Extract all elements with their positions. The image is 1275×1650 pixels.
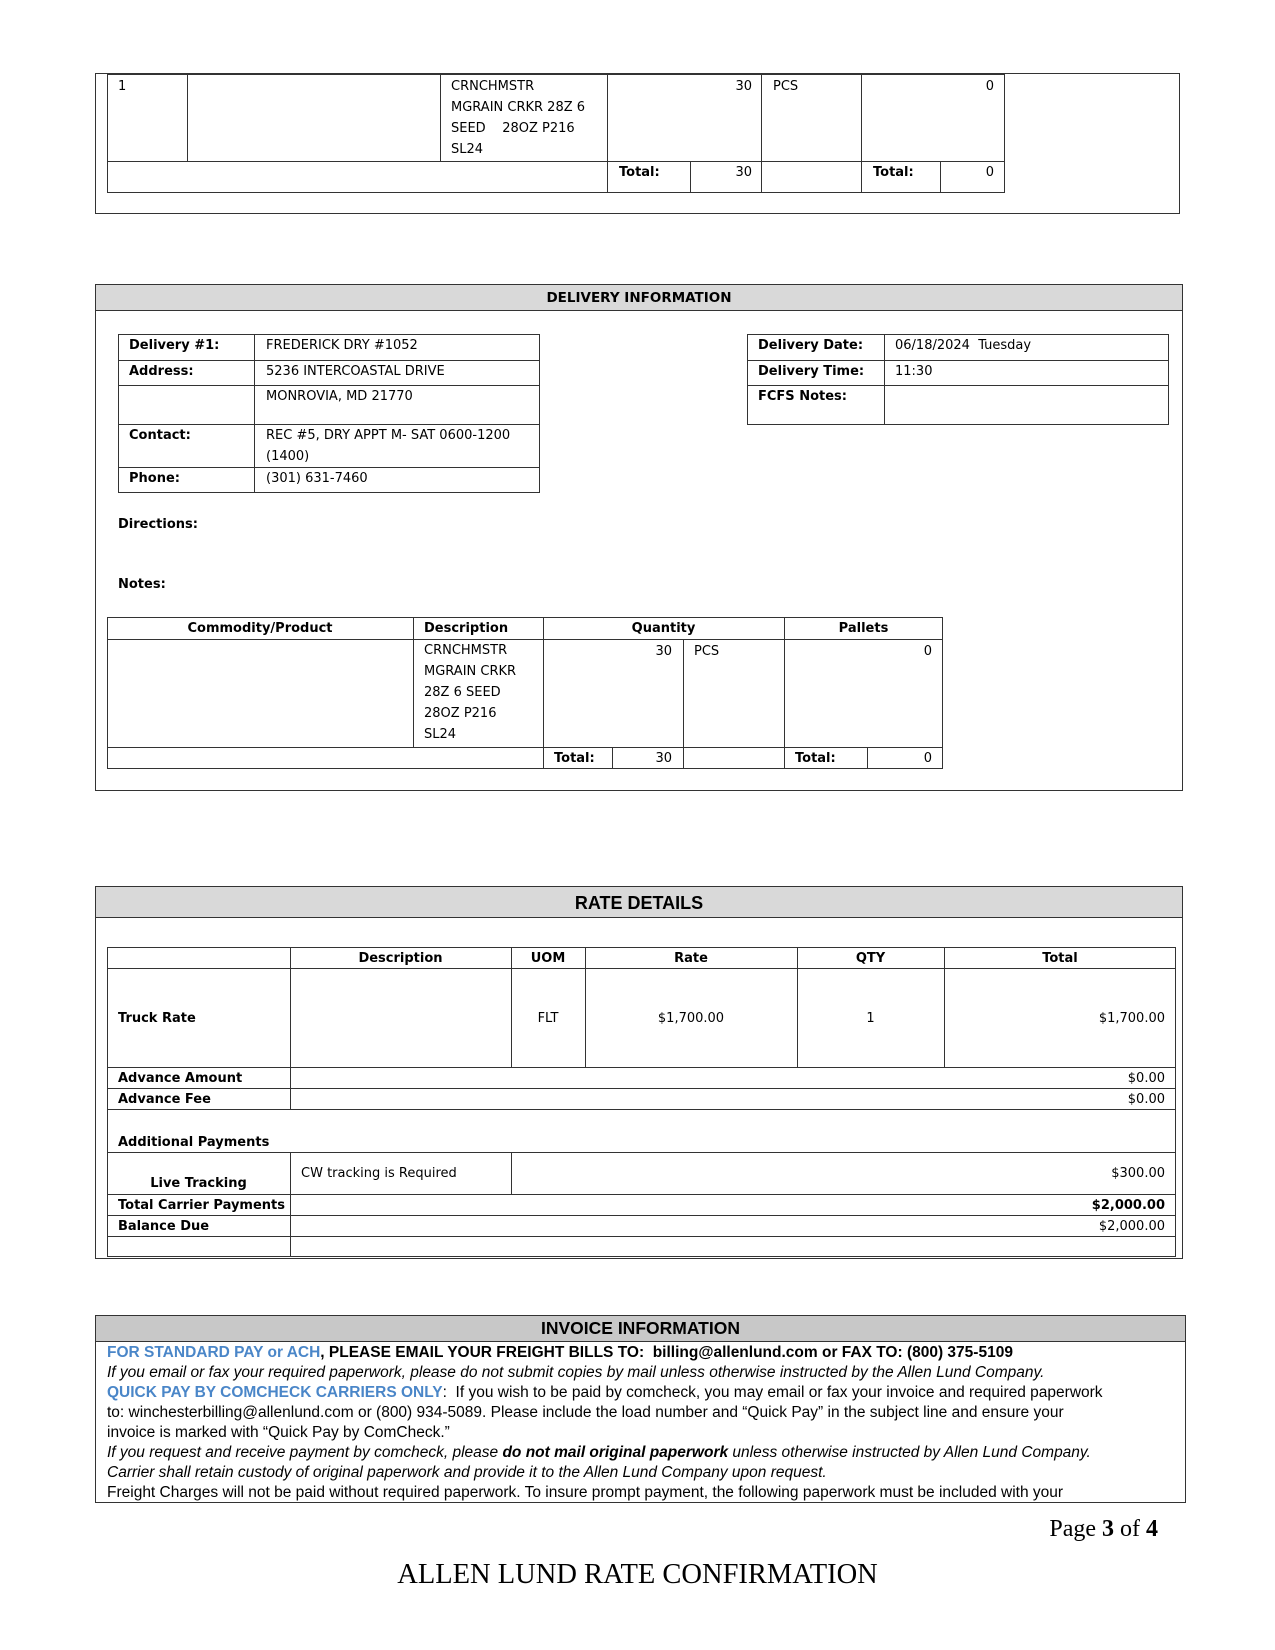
balance-due-label: Balance Due — [118, 1219, 210, 1234]
comcheck-note-emphasis: do not mail original paperwork — [502, 1444, 729, 1461]
top-total-label: Total: — [619, 165, 660, 180]
truck-rate-label: Truck Rate — [118, 1011, 196, 1026]
delivery-number-label: Delivery #1: — [129, 338, 220, 353]
page-current: 3 — [1102, 1516, 1114, 1542]
top-line-number: 1 — [118, 79, 127, 94]
live-tracking-label: Live Tracking — [150, 1176, 247, 1191]
top-total-pallets: 0 — [985, 165, 994, 180]
commodity-description-line: MGRAIN CRKR — [424, 664, 517, 679]
invoice-line-6 — [107, 1443, 1091, 1464]
top-pallets: 0 — [985, 79, 994, 94]
balance-due-value: $2,000.00 — [1098, 1219, 1165, 1234]
advance-amount-value: $0.00 — [1127, 1071, 1165, 1086]
page-prefix: Page — [1049, 1516, 1102, 1542]
top-description — [451, 76, 585, 160]
commodity-total-quantity: 30 — [655, 751, 672, 766]
address-line-2: MONROVIA, MD 21770 — [266, 389, 413, 404]
quantity-header: Quantity — [631, 621, 696, 636]
advance-fee-label: Advance Fee — [118, 1092, 211, 1107]
top-description-line: SL24 — [451, 142, 484, 157]
advance-fee-value: $0.00 — [1127, 1092, 1165, 1107]
invoice-line-4: to: winchesterbilling@allenlund.com or (800) 934-5089. Please include the load number and “Quick Pay” in the subject line and ensure your — [107, 1404, 1064, 1421]
invoice-line-8: Freight Charges will not be paid without required paperwork. To insure prompt payment, the following paperwork must be included with your — [107, 1484, 1064, 1501]
delivery-name: FREDERICK DRY #1052 — [266, 338, 418, 353]
page-of: of — [1114, 1516, 1146, 1542]
commodity-description-line: SL24 — [424, 727, 457, 742]
delivery-time-label: Delivery Time: — [758, 364, 865, 379]
delivery-date-label: Delivery Date: — [758, 338, 864, 353]
commodity-total-label: Total: — [554, 751, 595, 766]
invoice-line-3 — [107, 1383, 1103, 1404]
top-quantity: 30 — [735, 79, 752, 94]
top-total-quantity: 30 — [735, 165, 752, 180]
commodity-description-line: 28Z 6 SEED — [424, 685, 501, 700]
top-description-line: MGRAIN CRKR 28Z 6 — [451, 100, 586, 115]
standard-pay-instructions: , PLEASE EMAIL YOUR FREIGHT BILLS TO: billing@allenlund.com or FAX TO: (800) 375-5109 — [320, 1344, 1013, 1361]
contact-line-1: REC #5, DRY APPT M- SAT 0600-1200 — [266, 428, 511, 443]
directions-label: Directions: — [118, 517, 198, 532]
invoice-header: INVOICE INFORMATION — [541, 1318, 740, 1338]
rate-header: RATE DETAILS — [574, 893, 704, 913]
standard-pay-heading: FOR STANDARD PAY or ACH — [107, 1344, 321, 1361]
total-carrier-label: Total Carrier Payments — [118, 1198, 285, 1213]
pallets-header: Pallets — [838, 621, 889, 636]
truck-rate-qty: 1 — [866, 1011, 875, 1026]
quick-pay-heading: QUICK PAY BY COMCHECK CARRIERS ONLY — [107, 1384, 443, 1401]
commodity-total-pallets: 0 — [923, 751, 932, 766]
truck-rate-uom: FLT — [537, 1011, 559, 1026]
rate-total-header: Total — [1042, 951, 1078, 966]
page-total: 4 — [1146, 1516, 1158, 1542]
contact-line-2: (1400) — [266, 449, 310, 464]
invoice-line-5: invoice is marked with “Quick Pay by ComCheck.” — [107, 1424, 450, 1441]
top-description-line: SEED 28OZ P216 — [451, 121, 575, 136]
truck-rate-rate: $1,700.00 — [657, 1011, 725, 1026]
phone-label: Phone: — [129, 471, 180, 486]
advance-amount-label: Advance Amount — [118, 1071, 243, 1086]
document-title: ALLEN LUND RATE CONFIRMATION — [397, 1559, 878, 1590]
additional-payments-label: Additional Payments — [118, 1135, 270, 1150]
top-unit: PCS — [773, 79, 799, 94]
rate-description-header: Description — [358, 951, 443, 966]
total-carrier-value: $2,000.00 — [1091, 1198, 1165, 1213]
invoice-line-7: Carrier shall retain custody of original paperwork and provide it to the Allen Lund Company upon request. — [107, 1464, 827, 1481]
live-tracking-description: CW tracking is Required — [301, 1166, 457, 1181]
rate-rate-header: Rate — [674, 951, 708, 966]
top-total-pallets-label: Total: — [873, 165, 914, 180]
commodity-pallets: 0 — [923, 644, 932, 659]
comcheck-note-end: unless otherwise instructed by Allen Lund Company. — [728, 1444, 1091, 1461]
delivery-address-table — [118, 334, 540, 493]
commodity-quantity: 30 — [655, 644, 672, 659]
address-label: Address: — [129, 364, 194, 379]
commodity-description-line: CRNCHMSTR — [424, 643, 508, 658]
top-description-line: CRNCHMSTR — [451, 79, 535, 94]
truck-rate-total: $1,700.00 — [1098, 1011, 1165, 1026]
commodity-unit: PCS — [694, 644, 720, 659]
delivery-date: 06/18/2024 Tuesday — [895, 338, 1032, 353]
invoice-line-2: If you email or fax your required paperwork, please do not submit copies by mail unless otherwise instructed by the Allen Lund Company. — [107, 1364, 1045, 1381]
live-tracking-value: $300.00 — [1111, 1166, 1165, 1181]
page-number — [1000, 1517, 1158, 1541]
notes-label: Notes: — [118, 577, 166, 592]
delivery-header: DELIVERY INFORMATION — [546, 290, 732, 306]
rate-uom-header: UOM — [530, 951, 566, 966]
description-header: Description — [424, 621, 509, 636]
delivery-time: 11:30 — [895, 364, 933, 379]
phone-value: (301) 631-7460 — [266, 471, 368, 486]
fcfs-notes-label: FCFS Notes: — [758, 389, 847, 404]
invoice-line-1 — [107, 1343, 1013, 1364]
commodity-total-pallets-label: Total: — [795, 751, 836, 766]
commodity-description — [424, 640, 516, 745]
comcheck-note-start: If you request and receive payment by comcheck, please — [107, 1444, 503, 1461]
quick-pay-instructions: : If you wish to be paid by comcheck, you may email or fax your invoice and required paperwork — [442, 1384, 1103, 1401]
commodity-description-line: 28OZ P216 — [424, 706, 497, 721]
contact-label: Contact: — [129, 428, 191, 443]
commodity-header: Commodity/Product — [187, 621, 333, 636]
address-line-1: 5236 INTERCOASTAL DRIVE — [266, 364, 445, 379]
rate-qty-header: QTY — [855, 951, 886, 966]
